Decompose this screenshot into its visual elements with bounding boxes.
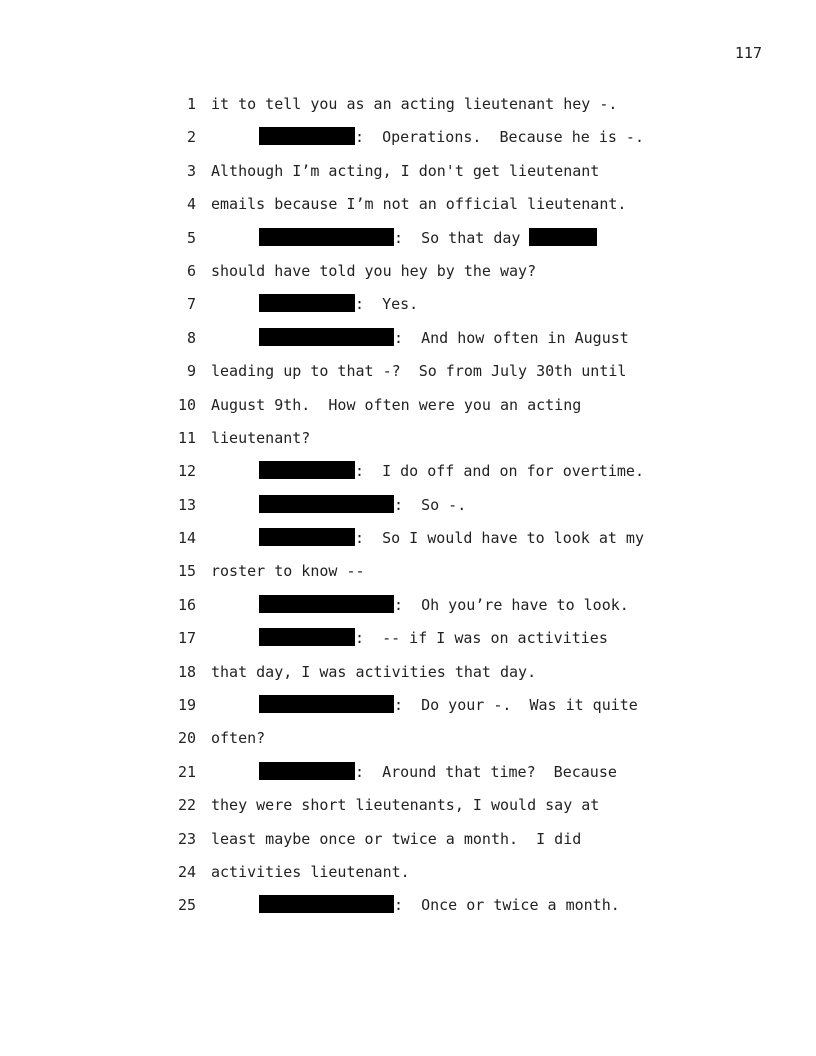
line-text: [211, 726, 265, 750]
line-number: 6: [186, 261, 196, 280]
line-text: [211, 660, 536, 684]
line-content: August 9th. How often were you an acting: [211, 395, 582, 414]
speaker-redaction: [259, 228, 394, 246]
transcript-line: [160, 393, 780, 426]
line-content: emails because I’m not an official lieutenant.: [211, 195, 627, 214]
speaker-line-text: [259, 326, 629, 350]
speaker-line-text: [259, 125, 644, 149]
transcript-line: [160, 92, 780, 125]
speaker-line-text: [259, 459, 644, 483]
speaker-line-text: [259, 226, 597, 250]
speaker-redaction: [259, 294, 355, 312]
speaker-redaction: [259, 895, 394, 913]
speaker-redaction: [259, 628, 355, 646]
transcript-line: [160, 893, 780, 926]
line-number: 24: [177, 862, 196, 881]
line-text: [211, 92, 617, 116]
speaker-redaction: [259, 127, 355, 145]
line-content: it to tell you as an acting lieutenant hey -.: [211, 95, 618, 113]
line-content: : Once or twice a month.: [394, 896, 620, 915]
speaker-line-text: [259, 626, 608, 650]
speaker-line-text: [259, 292, 418, 316]
speaker-line-text: [259, 893, 620, 917]
speaker-redaction: [259, 328, 394, 346]
line-content: leading up to that -? So from July 30th until: [211, 362, 627, 381]
line-content: : Around that time? Because: [355, 762, 617, 781]
line-number: 21: [177, 762, 196, 781]
transcript-line: [160, 593, 780, 626]
line-text: [211, 159, 599, 183]
line-number: 14: [177, 529, 196, 548]
line-number: 10: [177, 395, 196, 414]
line-content: : Oh you’re have to look.: [394, 595, 629, 614]
line-number: 15: [177, 562, 196, 581]
transcript-line: [160, 526, 780, 559]
transcript-line: [160, 192, 780, 225]
line-text: [211, 259, 536, 283]
line-text: [211, 192, 626, 216]
transcript-line: [160, 860, 780, 893]
transcript-line: [160, 660, 780, 693]
speaker-line-text: [259, 493, 466, 517]
speaker-redaction: [259, 461, 355, 479]
line-text: [211, 559, 365, 583]
line-content: that day, I was activities that day.: [211, 662, 537, 681]
line-number: 16: [177, 595, 196, 614]
line-number: 17: [177, 629, 196, 648]
speaker-line-text: [259, 693, 638, 717]
speaker-redaction: [259, 528, 355, 546]
line-number: 25: [177, 896, 196, 915]
line-text: [211, 827, 581, 851]
transcript-line: [160, 125, 780, 158]
line-content: least maybe once or twice a month. I did: [211, 829, 582, 848]
line-number: 13: [177, 495, 196, 514]
transcript-line: [160, 292, 780, 325]
line-number: 5: [186, 228, 196, 247]
line-number: 7: [186, 295, 196, 314]
speaker-line-text: [259, 526, 644, 550]
transcript-line: [160, 760, 780, 793]
line-number: 9: [186, 362, 196, 381]
line-text: [211, 393, 581, 417]
transcript-line: [160, 726, 780, 759]
line-text: [211, 793, 599, 817]
transcript-body: [160, 92, 780, 927]
line-content: : And how often in August: [394, 328, 629, 347]
line-number: 11: [177, 428, 196, 447]
line-number: 18: [177, 662, 196, 681]
speaker-line-text: [259, 760, 617, 784]
line-number: 19: [177, 696, 196, 715]
transcript-line: [160, 559, 780, 592]
speaker-redaction: [259, 595, 394, 613]
line-number: 2: [186, 128, 196, 147]
line-number: 23: [177, 829, 196, 848]
transcript-line: [160, 159, 780, 192]
transcript-line: [160, 827, 780, 860]
transcript-line: [160, 693, 780, 726]
line-number: 20: [177, 729, 196, 748]
line-content: they were short lieutenants, I would say at: [211, 796, 600, 815]
transcript-line: [160, 426, 780, 459]
line-content: : Do your -. Was it quite: [394, 696, 638, 715]
line-content: : I do off and on for overtime.: [355, 462, 644, 481]
line-content: : Operations. Because he is -.: [355, 128, 644, 147]
line-text: [211, 426, 310, 450]
line-number: 1: [186, 95, 196, 113]
line-number: 4: [186, 195, 196, 214]
transcript-line: [160, 493, 780, 526]
inline-redaction: [529, 228, 597, 246]
line-content: activities lieutenant.: [211, 862, 410, 881]
line-content: : So I would have to look at my: [355, 529, 644, 548]
line-content: Although I’m acting, I don't get lieutenant: [211, 161, 600, 180]
speaker-redaction: [259, 762, 355, 780]
line-number: 12: [177, 462, 196, 481]
speaker-redaction: [259, 495, 394, 513]
line-text: [211, 359, 626, 383]
transcript-line: [160, 326, 780, 359]
page-number: 117: [734, 44, 762, 62]
line-number: 8: [186, 328, 196, 347]
line-content: should have told you hey by the way?: [211, 261, 537, 280]
line-content: : So -.: [394, 495, 467, 514]
transcript-line: [160, 259, 780, 292]
line-content: often?: [211, 729, 266, 748]
line-text: [211, 860, 410, 884]
line-content: lieutenant?: [211, 428, 311, 447]
speaker-redaction: [259, 695, 394, 713]
line-content: : So that day: [394, 228, 530, 247]
line-number: 22: [177, 796, 196, 815]
transcript-line: [160, 793, 780, 826]
line-content: roster to know --: [211, 562, 365, 581]
transcript-line: [160, 359, 780, 392]
transcript-line: [160, 459, 780, 492]
line-content: : Yes.: [355, 295, 419, 314]
transcript-line: [160, 226, 780, 259]
line-number: 3: [186, 161, 196, 180]
speaker-line-text: [259, 593, 629, 617]
transcript-line: [160, 626, 780, 659]
line-content: : -- if I was on activities: [355, 629, 608, 648]
